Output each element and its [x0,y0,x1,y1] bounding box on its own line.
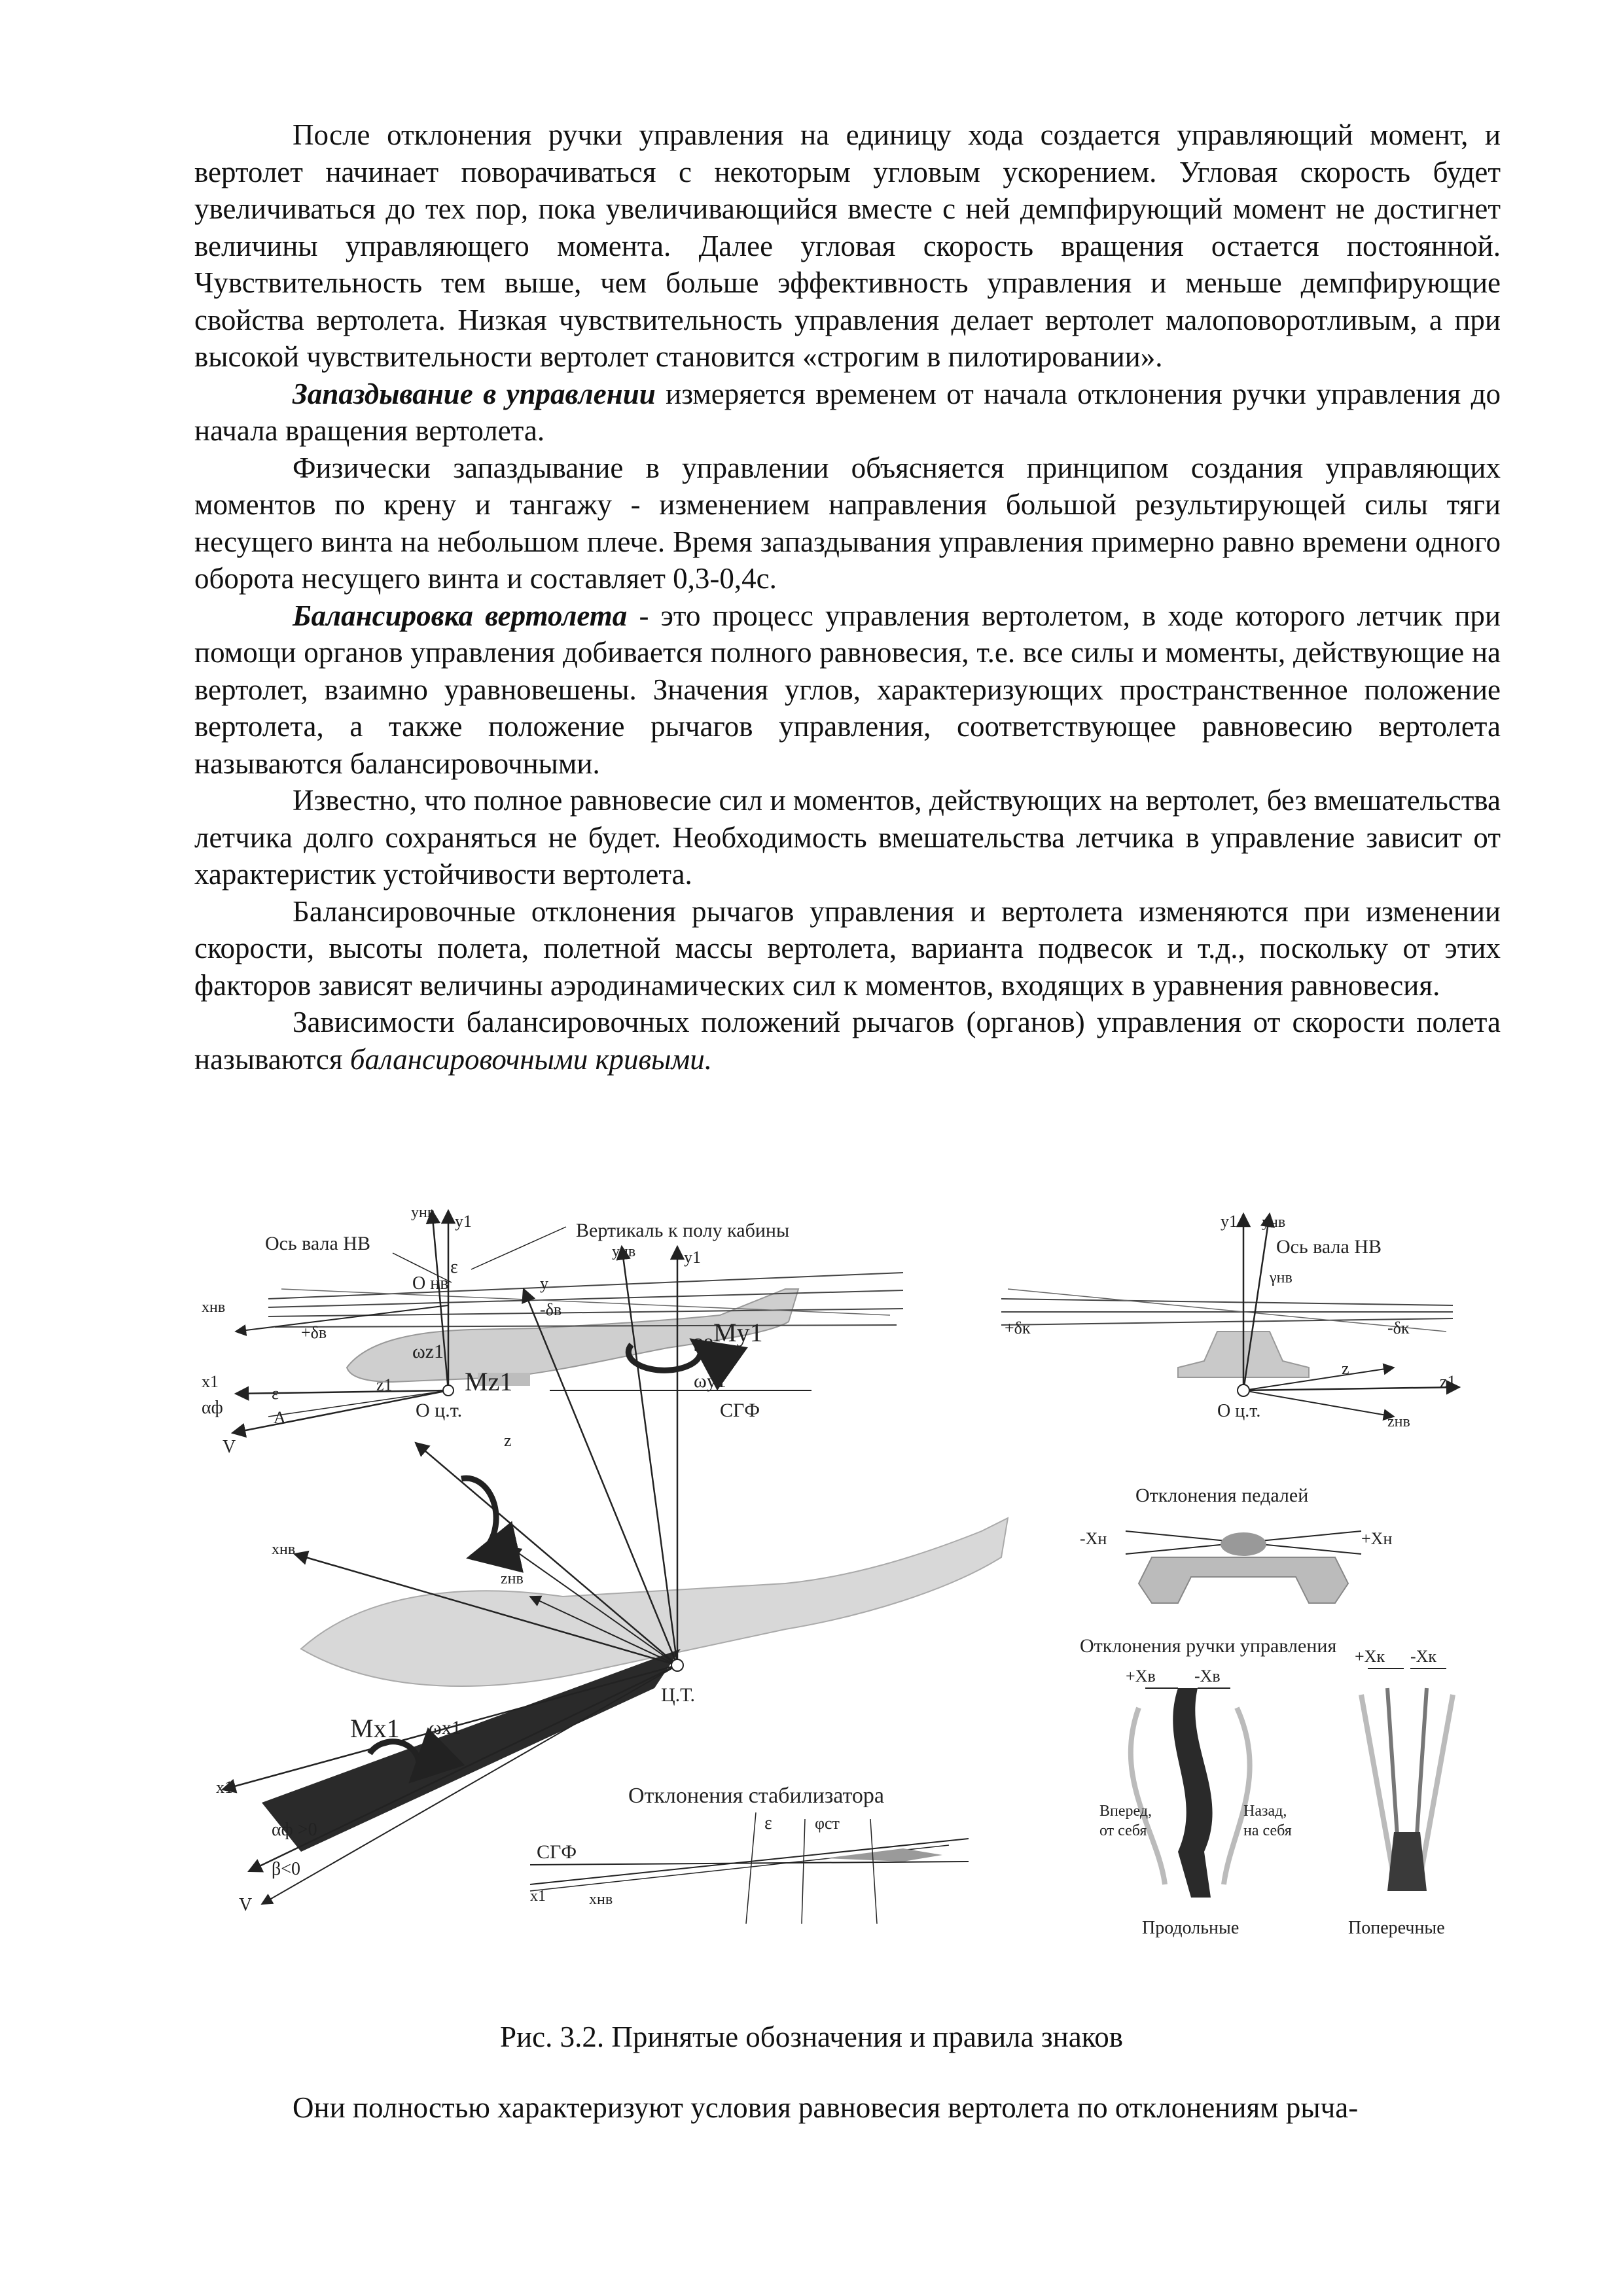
stick-plus-xk-label: +Xк [1355,1647,1385,1666]
front-z-label: z [1342,1359,1349,1378]
pedals-center [1221,1532,1266,1556]
main-cg-label: Ц.Т. [661,1684,695,1706]
main-omega-x1-label: ωx1 [429,1717,461,1739]
paragraph-2 [194,376,1501,450]
side-a-label: A [274,1408,286,1427]
stick-forward2-label: от себя [1099,1822,1147,1839]
side-x1-label: x1 [202,1372,219,1391]
pedals-title: Отклонения педалей [1135,1485,1309,1506]
paragraph-6: Балансировочные отклонения рычагов управления и вертолета изменяются при изменении скорости, высоты полета, полетной массы вертолета, варианта подвесок и т.д., поскольку от этих факторов зависят величины аэродинамических сил к моментов, входящих в уравнения равновесия. [194,894,1501,1002]
stick-plus-xv-label: +Xв [1126,1667,1156,1686]
stick-back2-label: на себя [1243,1822,1292,1839]
main-y1-label: y1 [684,1248,701,1267]
stick-title: Отклонения ручки управления [1080,1635,1337,1657]
side-epsilon2-label: ε [272,1384,279,1403]
side-epsilon-label: ε [450,1257,458,1277]
stabilizer-epsilon-label: ε [764,1813,772,1833]
front-view-diagram [1001,1212,1459,1430]
stabilizer-phi-label: φст [815,1814,840,1833]
side-cg-label: О ц.т. [416,1400,463,1421]
pedals-plus-label: +Xн [1361,1529,1393,1548]
front-z1-label: z1 [1440,1372,1456,1391]
main-alpha-label: αф >0 [272,1820,317,1840]
stick-longitudinal-label: Продольные [1142,1918,1240,1938]
side-hub-label: О нв [412,1273,449,1294]
stick-back-label: Назад, [1243,1803,1287,1820]
paragraph-4 [194,597,1501,783]
pedals-shape [1139,1557,1348,1603]
side-x-nv-label: xнв [202,1299,226,1316]
side-alpha-label: αф [202,1398,223,1418]
main-v-label: V [239,1895,253,1915]
front-delta-pos-label: +δк [1005,1318,1031,1337]
term-control-delay: Запаздывание в управлении [293,377,656,410]
side-shaft-axis-label: Ось вала НВ [265,1233,370,1254]
stick-forward-label: Вперед, [1099,1803,1152,1820]
stabilizer-sgf-label: СГФ [537,1841,577,1863]
figure-sign-conventions [196,1191,1492,2009]
side-delta-pos-label: +δв [301,1323,327,1342]
stick-minus-xv-label: -Xв [1194,1667,1221,1686]
continuation-paragraph [194,2089,1501,2126]
paragraph-4-text: - это процесс управления вертолетом, в ходе которого летчик при помощи органов управления добивается полного равновесия, т.е. все силы и моменты, действующие на вертолет, взаимно уравновешены. Значения углов, характеризующих пространственное положение вертолета, а также положение рычагов управления, соответствующее равновесию вертолета называются балансировочными. [194,599,1501,780]
main-beta-label: β<0 [272,1859,301,1879]
stick-minus-xk-label: -Xк [1410,1647,1437,1666]
side-v-label: V [223,1437,236,1457]
front-z-nv-label: zнв [1387,1413,1410,1430]
stick-lateral-label: Поперечные [1348,1918,1445,1938]
stabilizer-x-nv-label: xнв [589,1891,613,1908]
stabilizer-diagram [530,1784,969,1924]
main-y-label: y [540,1274,548,1293]
side-view-diagram [202,1204,903,1457]
stabilizer-shape [825,1848,942,1862]
figure-caption: Рис. 3.2. Принятые обозначения и правила знаков [499,2021,1123,2053]
stabilizer-title: Отклонения стабилизатора [628,1784,884,1808]
side-tail-number: 38 [694,1334,713,1356]
pedals-diagram [1080,1485,1392,1603]
continuation-text: Они полностью характеризуют условия равновесия вертолета по отклонениям рыча- [293,2091,1359,2124]
side-y1-label: y1 [455,1212,472,1231]
main-x1-label: x1 [216,1778,233,1797]
side-y-nv-label: yнв [411,1204,435,1221]
stick-diagram [1080,1635,1453,1938]
front-shaft-axis-label: Ось вала НВ [1276,1236,1382,1258]
paragraph-7-text: Зависимости балансировочных положений рычагов (органов) управления от скорости полета называются [194,1006,1501,1076]
main-omega-z1-label: ωz1 [412,1341,444,1362]
front-y1-label: y1 [1221,1212,1238,1231]
paragraph-3: Физически запаздывание в управлении объясняется принципом создания управляющих моментов по крену и тангажу - изменением направления большой результирующей силы тяги несущего винта на небольшом плече. Время запаздывания управления примерно равно времени одного оборота несущего винта и составляет 0,3-0,4с. [194,451,1501,595]
side-sgf-label: СГФ [720,1400,760,1421]
front-y-nv-label: yнв [1262,1214,1286,1231]
figure-svg [196,1191,1492,2009]
main-z1-label: z1 [376,1375,393,1394]
stick-lateral-grip [1387,1832,1427,1891]
pedals-minus-label: -Xн [1080,1529,1107,1548]
main-omega-y1-label: ωy1 [694,1370,726,1392]
paragraph-2-text: измеряется временем от начала отклонения ручки управления до начала вращения вертолета. [194,377,1501,447]
main-mz1-label: Mz1 [465,1367,513,1396]
main-z-label: z [504,1431,512,1450]
main-y-nv-label: yнв [612,1243,636,1260]
main-z-nv-label: zнв [501,1570,524,1587]
front-cg-label: О ц.т. [1217,1401,1261,1421]
paragraph-1: После отклонения ручки управления на единицу хода создается управляющий момент, и вертолет начинает поворачиваться с некоторым угловым ускорением. Угловая скорость будет увеличиваться до тех пор, пока увеличивающийся вместе с ней демпфирующий момент не достигнет величины управляющего момента. Далее угловая скорость вращения остается постоянной. Чувствительность тем выше, чем больше эффективность управления и меньше демпфирующие свойства вертолета. Низкая чувствительность управления делает вертолет малоповоротливым, а при высокой чувствительности вертолет становится «строгим в пилотировании». [194,118,1501,373]
main-x-nv-label: xнв [272,1541,296,1558]
side-vertical-label: Вертикаль к полу кабины [576,1220,790,1241]
front-gamma-label: γнв [1270,1269,1293,1286]
side-delta-neg-label: -δв [540,1300,562,1319]
body-text [194,116,1501,1078]
paragraph-7 [194,1004,1501,1078]
main-my1-label: My1 [713,1318,763,1347]
paragraph-5: Известно, что полное равновесие сил и моментов, действующих на вертолет, без вмешательства летчика долго сохраняться не будет. Необходимость вмешательства летчика в управление зависит от характеристик устойчивости вертолета. [194,784,1501,891]
stick-longitudinal-shape [1173,1688,1212,1898]
term-balancing-curves: балансировочными кривыми. [349,1042,712,1076]
term-balancing: Балансировка вертолета [293,599,628,632]
front-delta-neg-label: -δк [1387,1318,1410,1337]
main-mx1-label: Mx1 [350,1714,400,1743]
stabilizer-x1-label: x1 [530,1888,546,1905]
